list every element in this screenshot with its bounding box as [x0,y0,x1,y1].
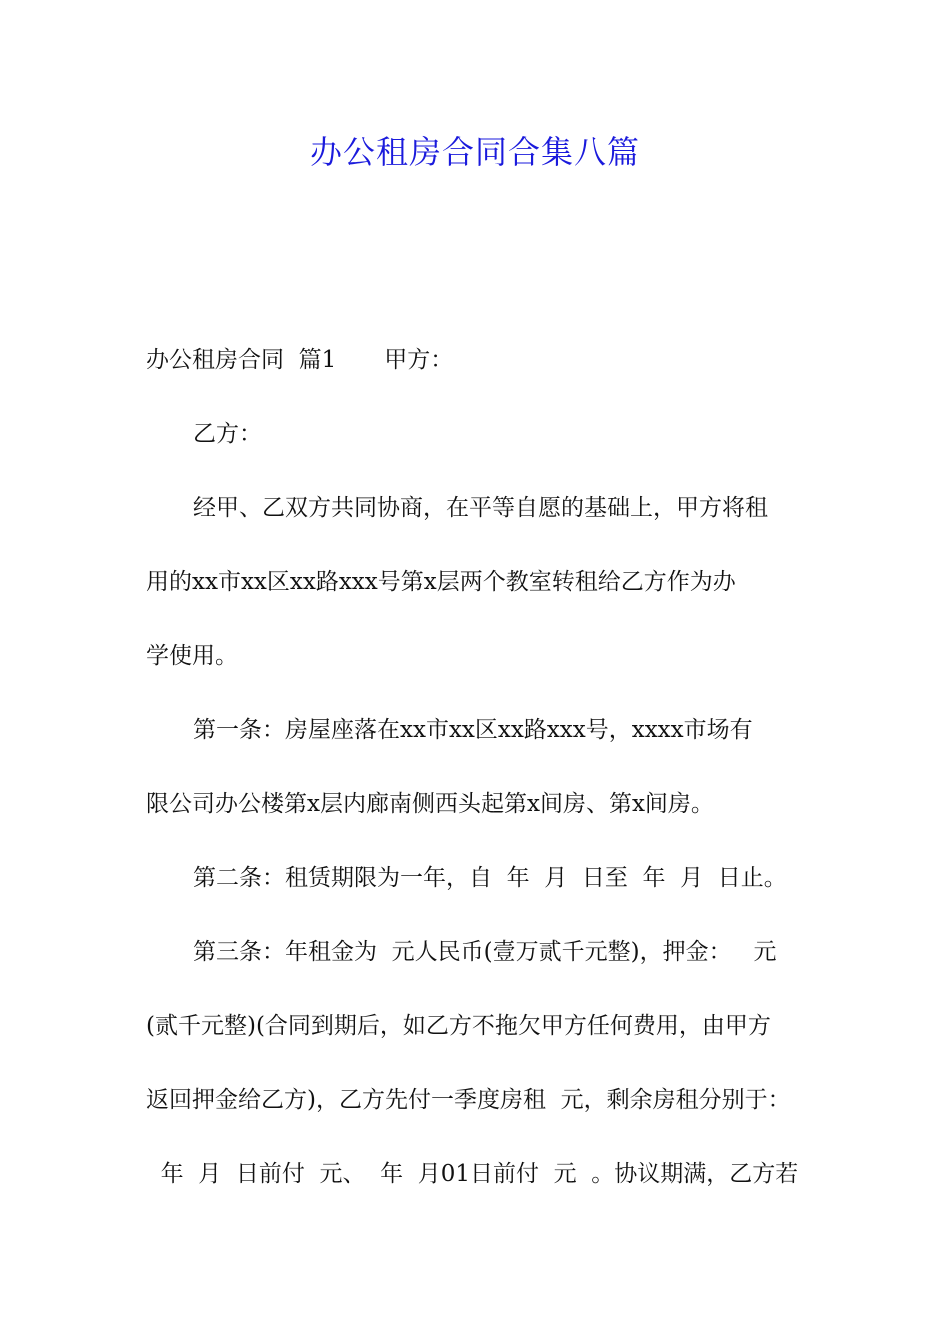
text-line-6: 第一条：房屋座落在xx市xx区xx路xxx号，xxxx市场有 [193,717,753,743]
text-line-7: 限公司办公楼第x层内廊南侧西头起第x间房、第x间房。 [146,791,714,817]
document-body [146,336,810,1198]
contract-heading: 办公租房合同 篇1 [146,347,337,373]
text-line-9: 第三条：年租金为 元人民币(壹万贰千元整)，押金： 元 [193,939,777,965]
text-line-8: 第二条：租赁期限为一年，自 年 月 日至 年 月 日止。 [193,865,787,891]
text-line-4: 用的xx市xx区xx路xxx号第x层两个教室转租给乙方作为办 [146,569,736,595]
text-line-5: 学使用。 [146,643,238,669]
text-line-3: 经甲、乙双方共同协商，在平等自愿的基础上，甲方将租 [193,495,768,521]
text-line-12: 年 月 日前付 元、 年 月01日前付 元 。协议期满，乙方若 [146,1161,799,1187]
text-line-10: (贰千元整)(合同到期后，如乙方不拖欠甲方任何费用，由甲方 [146,1013,771,1039]
text-line-2: 乙方： [193,421,262,447]
text-line-1 [146,336,810,410]
document-title: 办公租房合同合集八篇 [309,133,640,171]
party-a-label: 甲方： [384,347,454,373]
text-line-11: 返回押金给乙方)，乙方先付一季度房租 元，剩余房租分别于： [146,1087,791,1113]
